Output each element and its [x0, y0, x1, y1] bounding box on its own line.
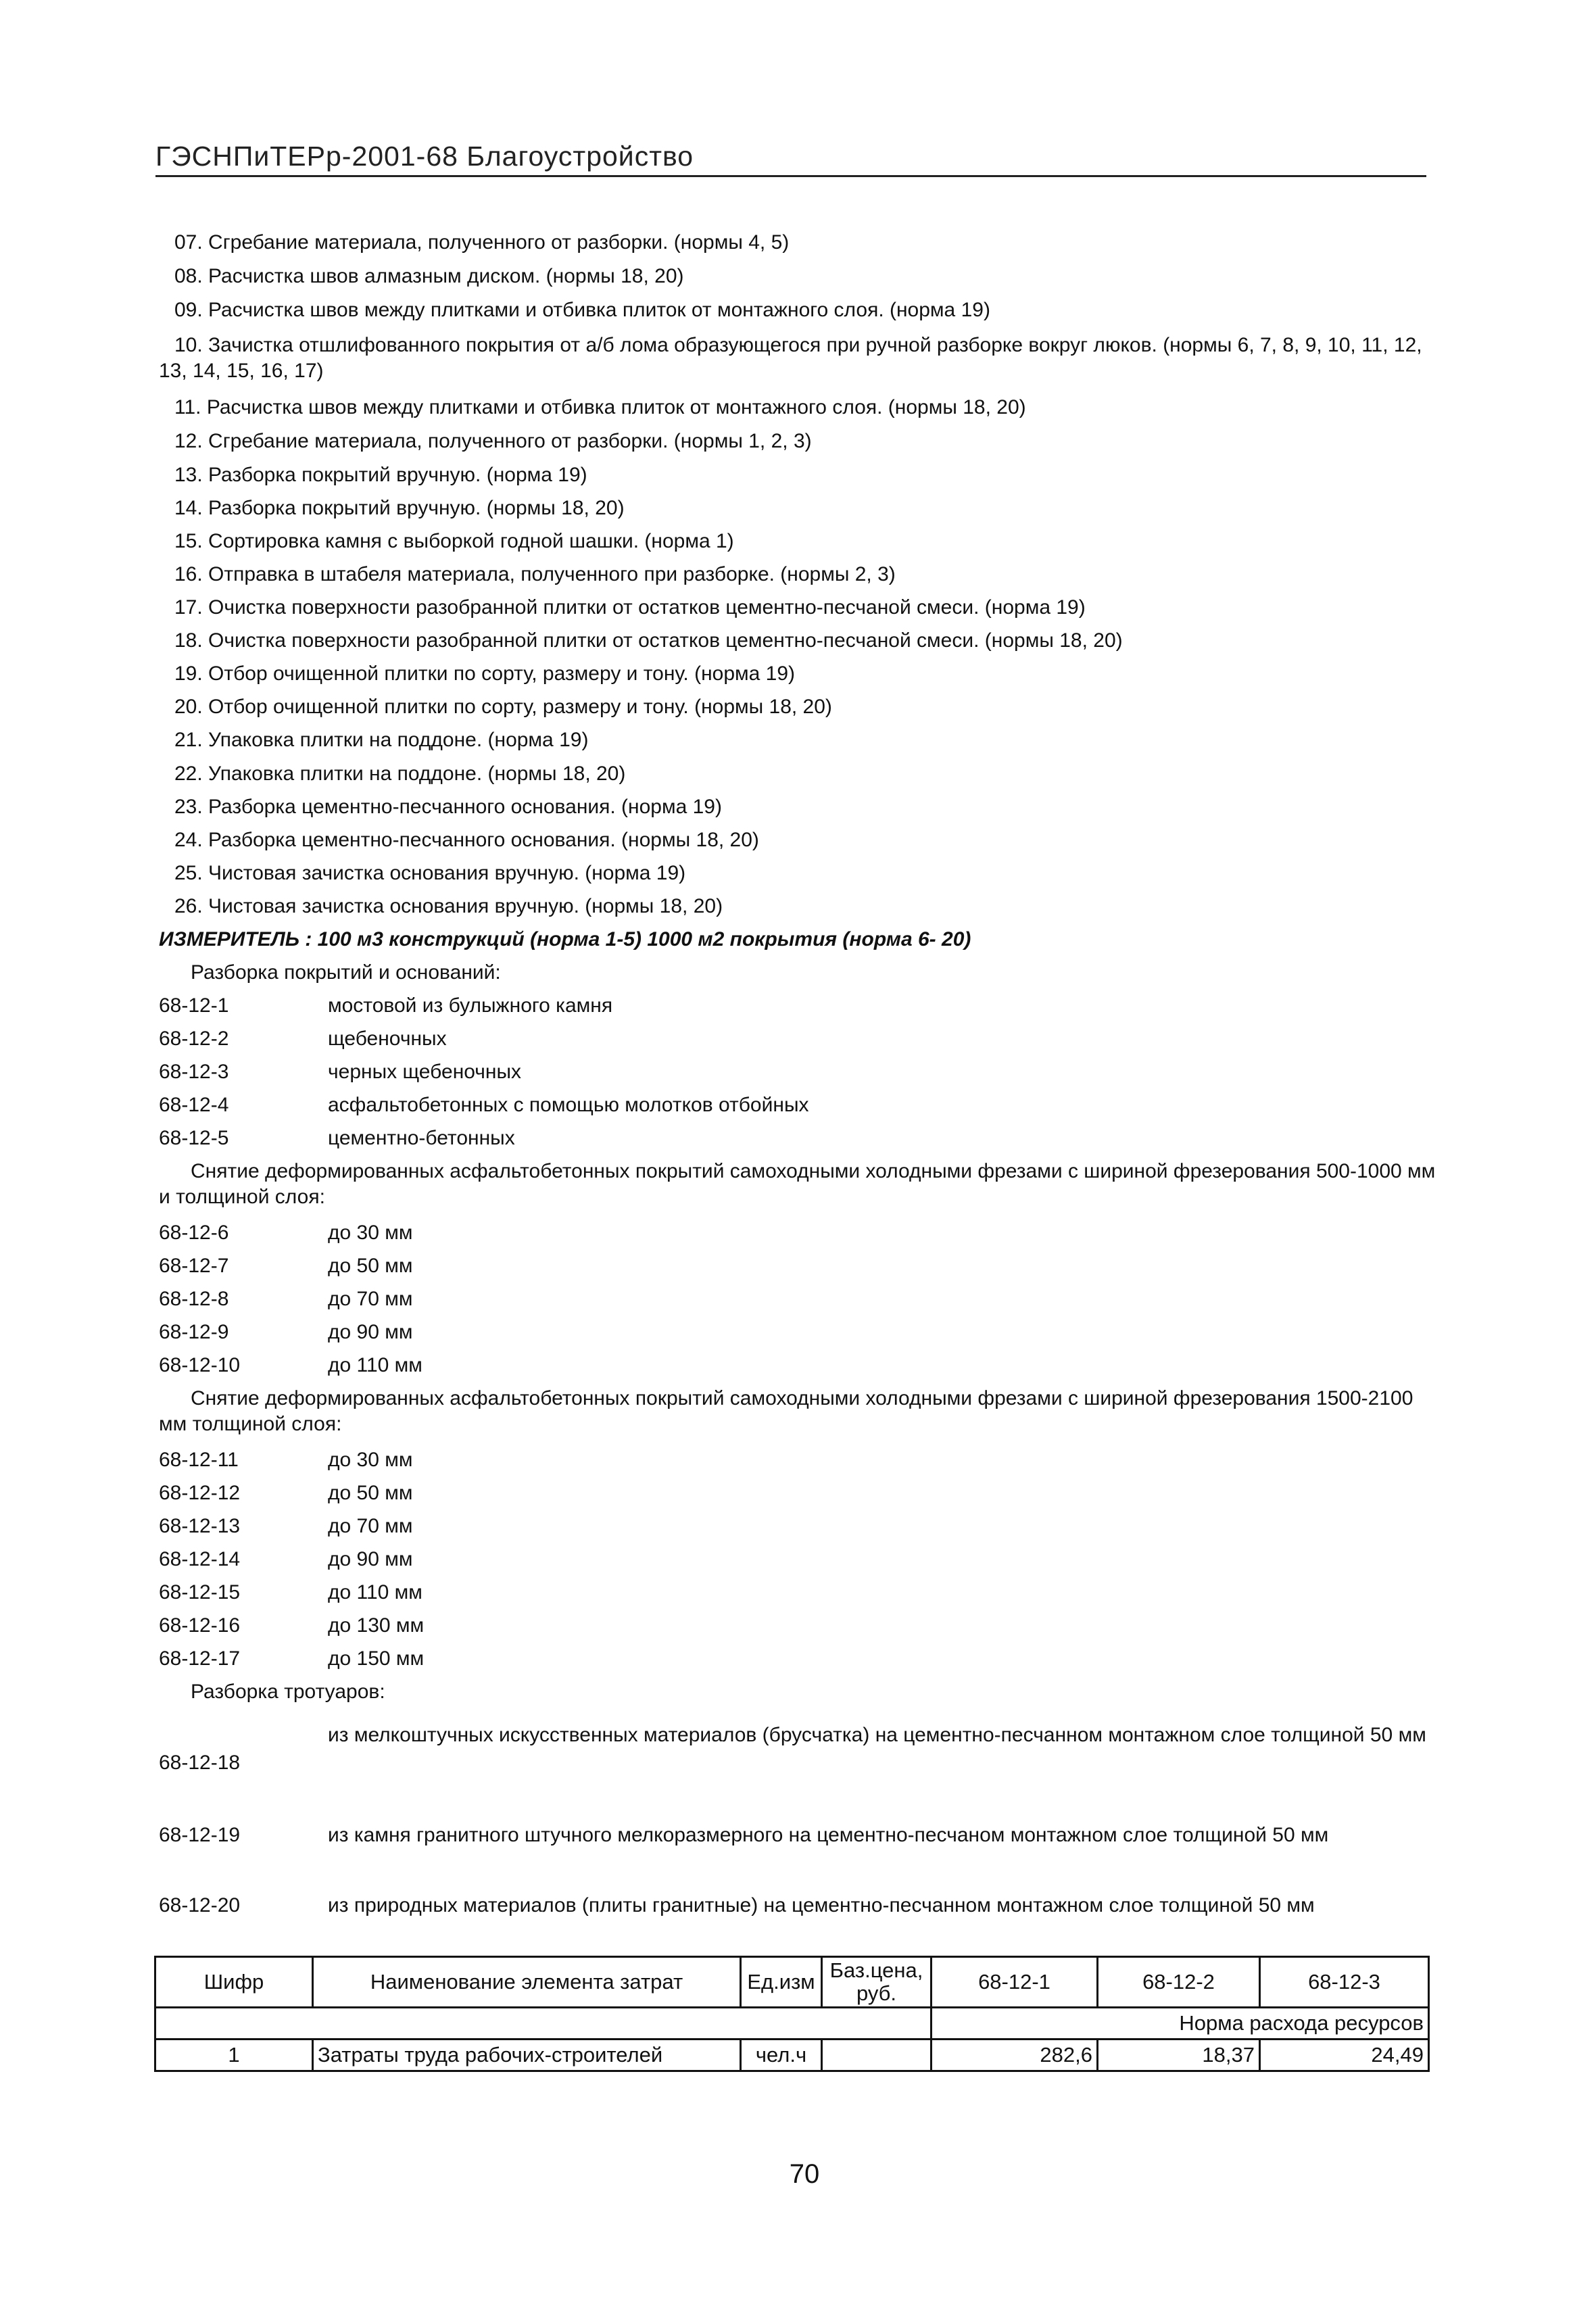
operation-item: 09. Расчистка швов между плитками и отбивка плиток от монтажного слоя. (норма 19) [174, 299, 990, 321]
norm-code: 68-12-4 [159, 1094, 229, 1116]
row-price [822, 2040, 932, 2071]
row-unit: чел.ч [741, 2040, 822, 2071]
row-code: 1 [155, 2040, 313, 2071]
row-name: Затраты труда рабочих-строителей [313, 2040, 741, 2071]
row-value: 24,49 [1260, 2040, 1429, 2071]
header-cell: 68-12-2 [1098, 1957, 1260, 2008]
resource-table [154, 1956, 1430, 2072]
norm-description: до 90 мм [328, 1321, 413, 1343]
norm-description: до 70 мм [328, 1515, 413, 1537]
operation-item: 17. Очистка поверхности разобранной плитки от остатков цементно-песчаной смеси. (норма 19) [174, 596, 1086, 619]
norm-code: 68-12-9 [159, 1321, 229, 1343]
operation-item: 21. Упаковка плитки на поддоне. (норма 19) [174, 729, 589, 751]
header-cell: Ед.изм [741, 1957, 822, 2008]
row-value: 18,37 [1098, 2040, 1260, 2071]
group-title: Разборка тротуаров: [191, 1681, 385, 1703]
norm-code: 68-12-19 [159, 1824, 241, 1846]
header-cell: Наименование элемента затрат [313, 1957, 741, 2008]
norm-description: до 50 мм [328, 1482, 413, 1504]
norm-caption-row [155, 2008, 1429, 2040]
header-cell: 68-12-3 [1260, 1957, 1429, 2008]
norm-description: до 50 мм [328, 1255, 413, 1277]
norm-caption: Норма расхода ресурсов [932, 2008, 1429, 2040]
operation-item: 19. Отбор очищенной плитки по сорту, размеру и тону. (норма 19) [174, 662, 796, 685]
norm-code: 68-12-6 [159, 1222, 229, 1244]
norm-description: асфальтобетонных с помощью молотков отбойных [328, 1094, 809, 1116]
norm-code: 68-12-12 [159, 1482, 241, 1504]
norm-description: из камня гранитного штучного мелкоразмерного на цементно-песчаном монтажном слое толщиной 50 мм [328, 1824, 1329, 1846]
norm-description: черных щебеночных [328, 1061, 522, 1083]
norm-description: мостовой из булыжного камня [328, 994, 613, 1017]
table-header-row [155, 1957, 1429, 2008]
norm-code: 68-12-3 [159, 1061, 229, 1083]
norm-description: до 30 мм [328, 1449, 413, 1471]
norm-description: до 150 мм [328, 1647, 425, 1670]
operation-item: 14. Разборка покрытий вручную. (нормы 18, 20) [174, 497, 625, 519]
group-title: Разборка покрытий и оснований: [191, 961, 501, 984]
operation-item: 08. Расчистка швов алмазным диском. (нормы 18, 20) [174, 265, 684, 287]
operation-item: 24. Разборка цементно-песчанного основания. (нормы 18, 20) [174, 829, 759, 851]
header-cell: 68-12-1 [932, 1957, 1098, 2008]
norm-code: 68-12-8 [159, 1288, 229, 1310]
norm-code: 68-12-18 [159, 1752, 241, 1774]
norm-code: 68-12-14 [159, 1548, 241, 1570]
header-cell: Шифр [155, 1957, 313, 2008]
norm-code: 68-12-20 [159, 1894, 241, 1916]
operation-item: 18. Очистка поверхности разобранной плитки от остатков цементно-песчаной смеси. (нормы 18, 20) [174, 629, 1123, 652]
operation-item: 23. Разборка цементно-песчанного основания. (норма 19) [174, 796, 722, 818]
header-cell: Баз.цена, руб. [822, 1957, 932, 2008]
page-number: 70 [789, 2159, 820, 2189]
norm-code: 68-12-2 [159, 1028, 229, 1050]
norm-code: 68-12-10 [159, 1354, 241, 1376]
operation-item: 07. Сгребание материала, полученного от разборки. (нормы 4, 5) [174, 231, 790, 254]
norm-description: из мелкоштучных искусственных материалов (брусчатка) на цементно-песчанном монтажном слое толщиной 50 мм [328, 1724, 1426, 1746]
operation-item: 22. Упаковка плитки на поддоне. (нормы 18, 20) [174, 763, 626, 785]
operation-item: 13. Разборка покрытий вручную. (норма 19) [174, 464, 587, 486]
operation-item: 15. Сортировка камня с выборкой годной шашки. (норма 1) [174, 530, 734, 552]
operation-item: 16. Отправка в штабеля материала, полученного при разборке. (нормы 2, 3) [174, 563, 896, 585]
operation-item: 20. Отбор очищенной плитки по сорту, размеру и тону. (нормы 18, 20) [174, 696, 832, 718]
measure-unit: ИЗМЕРИТЕЛЬ : 100 м3 конструкций (норма 1-5) 1000 м2 покрытия (норма 6- 20) [159, 928, 971, 950]
empty-cell [155, 2008, 932, 2040]
norm-description: до 110 мм [328, 1354, 422, 1376]
operation-item: 25. Чистовая зачистка основания вручную. (норма 19) [174, 862, 686, 884]
group-title: Снятие деформированных асфальтобетонных покрытий самоходными холодными фрезами с шириной фрезерования 1500-2100 мм толщиной слоя: [159, 1387, 1413, 1435]
norm-description: до 130 мм [328, 1614, 425, 1637]
norm-description: до 110 мм [328, 1581, 422, 1603]
norm-code: 68-12-16 [159, 1614, 241, 1637]
operation-item: 10. Зачистка отшлифованного покрытия от а/б лома образующегося при ручной разборке вокруг люков. (нормы 6, 7, 8, 9, 10, 11, 12, 13, 14, 15, 16, 17) [159, 334, 1422, 382]
operation-item: 12. Сгребание материала, полученного от разборки. (нормы 1, 2, 3) [174, 430, 812, 452]
norm-description: до 90 мм [328, 1548, 413, 1570]
norm-code: 68-12-13 [159, 1515, 241, 1537]
norm-code: 68-12-11 [159, 1449, 239, 1471]
norm-description: до 30 мм [328, 1222, 413, 1244]
norm-description: цементно-бетонных [328, 1127, 515, 1149]
norm-description: до 70 мм [328, 1288, 413, 1310]
norm-code: 68-12-15 [159, 1581, 241, 1603]
operation-item: 26. Чистовая зачистка основания вручную. (нормы 18, 20) [174, 895, 723, 917]
norm-description: из природных материалов (плиты гранитные) на цементно-песчанном монтажном слое толщиной 50 мм [328, 1894, 1315, 1916]
table-row [155, 2040, 1429, 2071]
running-header: ГЭСНПиТЕРр-2001-68 Благоустройство [155, 141, 1426, 177]
operation-item: 11. Расчистка швов между плитками и отбивка плиток от монтажного слоя. (нормы 18, 20) [174, 396, 1026, 418]
norm-description: щебеночных [328, 1028, 447, 1050]
norm-code: 68-12-17 [159, 1647, 241, 1670]
norm-code: 68-12-1 [159, 994, 229, 1017]
group-title: Снятие деформированных асфальтобетонных покрытий самоходными холодными фрезами с шириной фрезерования 500-1000 мм и толщиной слоя: [159, 1160, 1436, 1208]
row-value: 282,6 [932, 2040, 1098, 2071]
norm-code: 68-12-5 [159, 1127, 229, 1149]
norm-code: 68-12-7 [159, 1255, 229, 1277]
